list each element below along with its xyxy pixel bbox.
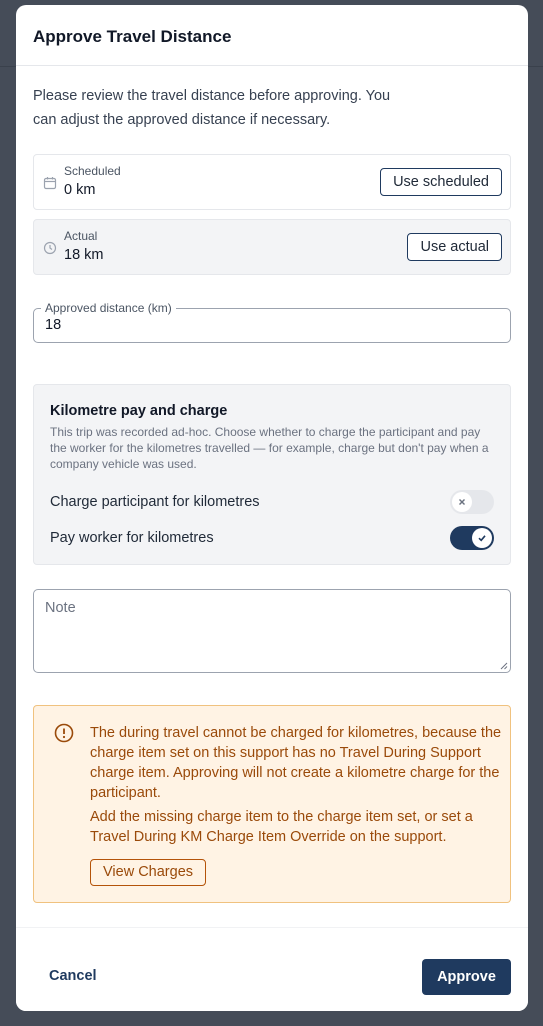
warning-message-2: Add the missing charge item to the charge item set, or set a Travel During KM Charge Item Override on the support. <box>90 809 473 845</box>
clock-icon <box>43 241 57 255</box>
charge-participant-row <box>50 490 494 514</box>
approved-distance-field <box>33 301 511 343</box>
pay-worker-row <box>50 526 494 550</box>
backdrop-divider <box>0 66 16 67</box>
check-icon <box>477 533 487 543</box>
actual-distance-row <box>33 219 511 275</box>
approve-button[interactable]: Approve <box>422 959 511 995</box>
toggle-knob <box>472 528 492 548</box>
scheduled-value: 0 km <box>64 182 96 198</box>
use-scheduled-button[interactable]: Use scheduled <box>380 168 502 196</box>
alert-circle-icon <box>54 723 74 743</box>
dialog-intro: Please review the travel distance before approving. You can adjust the approved distance if necessary. <box>33 88 391 128</box>
km-panel-title: Kilometre pay and charge <box>50 403 228 419</box>
x-icon <box>458 498 466 506</box>
resize-grip-icon[interactable] <box>500 662 508 670</box>
backdrop-divider <box>528 66 543 67</box>
toggle-knob <box>452 492 472 512</box>
actual-value: 18 km <box>64 247 104 263</box>
cancel-button[interactable]: Cancel <box>38 962 108 990</box>
dialog-footer <box>16 927 528 1011</box>
calendar-icon <box>43 176 57 190</box>
view-charges-button[interactable]: View Charges <box>90 859 206 886</box>
approved-distance-label: Approved distance (km) <box>41 300 176 316</box>
scheduled-distance-row <box>33 154 511 210</box>
approved-distance-input[interactable] <box>45 317 485 333</box>
note-textarea[interactable] <box>34 590 510 672</box>
pay-worker-label: Pay worker for kilometres <box>50 530 214 546</box>
use-actual-button[interactable]: Use actual <box>407 233 502 261</box>
charge-participant-toggle[interactable] <box>450 490 494 514</box>
actual-label: Actual <box>64 229 98 243</box>
scheduled-label: Scheduled <box>64 164 121 178</box>
dialog-header <box>16 5 528 66</box>
pay-worker-toggle[interactable] <box>450 526 494 550</box>
km-pay-charge-panel <box>33 384 511 565</box>
charge-participant-label: Charge participant for kilometres <box>50 494 260 510</box>
dialog-body <box>16 84 528 903</box>
note-field <box>33 589 511 673</box>
warning-alert <box>33 705 511 903</box>
approve-travel-dialog <box>16 5 528 1011</box>
warning-message-1: The during travel cannot be charged for kilometres, because the charge item set on this support has no Travel During Support charge item. Approving will not create a kilometre charge for the participant. <box>90 725 502 801</box>
km-panel-description: This trip was recorded ad-hoc. Choose whether to charge the participant and pay the worker for the kilometres travelled — for example, charge but don't pay when a company vehicle was used. <box>50 425 489 471</box>
dialog-title: Approve Travel Distance <box>33 27 232 46</box>
